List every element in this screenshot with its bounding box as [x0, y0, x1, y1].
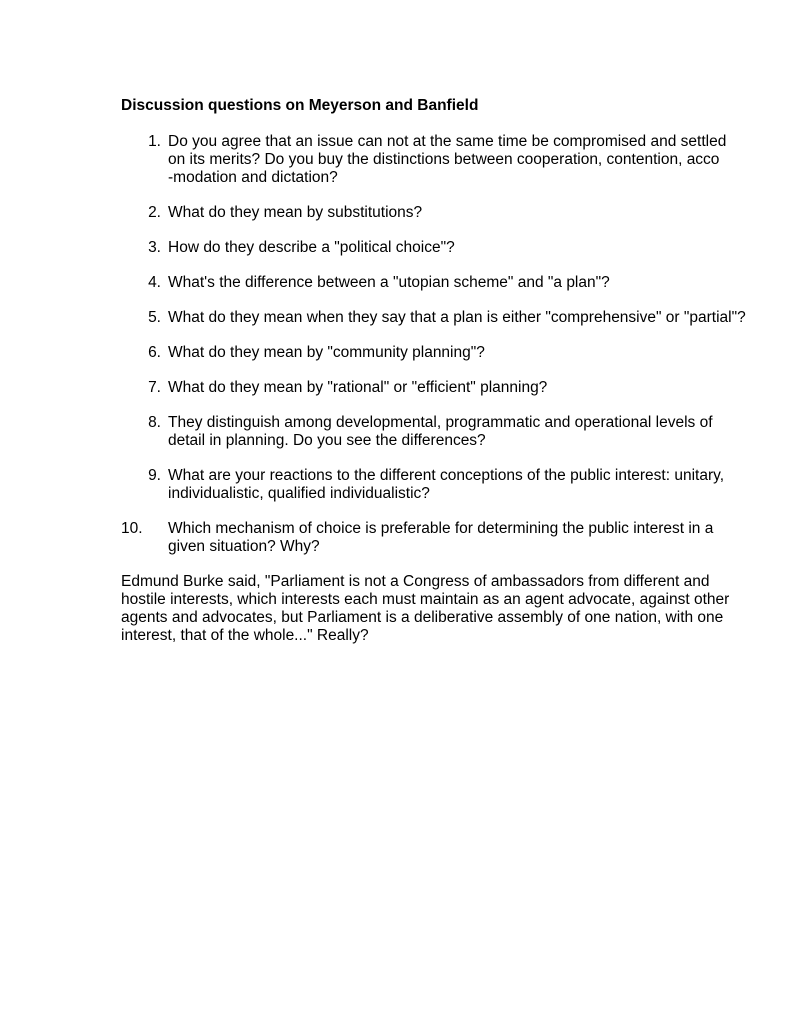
question-text [168, 204, 751, 222]
quote-line: hostile interests, which interests each must maintain as an agent advocate, against other [121, 591, 730, 608]
question-line: Which mechanism of choice is preferable for determining the public interest in a [168, 520, 714, 537]
quote-line: agents and advocates, but Parliament is a deliberative assembly of one nation, with one [121, 609, 724, 626]
question-line: given situation? Why? [168, 538, 320, 555]
question-item-9 [121, 467, 751, 503]
question-number: 9. [148, 467, 161, 484]
question-line: individualistic, qualified individualistic? [168, 485, 430, 502]
question-line: detail in planning. Do you see the differences? [168, 432, 486, 449]
question-line: What do they mean by substitutions? [168, 204, 423, 221]
document-content [121, 97, 751, 645]
question-item-4 [121, 274, 751, 292]
question-number: 3. [148, 239, 161, 256]
question-text [168, 274, 751, 292]
question-line: on its merits? Do you buy the distinctions between cooperation, contention, acco [168, 151, 720, 168]
question-line: What do they mean by "rational" or "efficient" planning? [168, 379, 548, 396]
question-item-5 [121, 309, 751, 327]
question-number: 8. [148, 414, 161, 431]
question-item-8 [121, 414, 751, 450]
question-line: They distinguish among developmental, programmatic and operational levels of [168, 414, 713, 431]
question-number: 7. [148, 379, 161, 396]
question-line: -modation and dictation? [168, 169, 338, 186]
document-title: Discussion questions on Meyerson and Banfield [121, 97, 479, 114]
question-text [168, 467, 751, 503]
question-number: 5. [148, 309, 161, 326]
question-item-6 [121, 344, 751, 362]
question-text [168, 520, 751, 556]
burke-quote-paragraph [121, 573, 746, 645]
question-text [168, 344, 751, 362]
question-item-2 [121, 204, 751, 222]
question-number: 2. [148, 204, 161, 221]
question-number: 4. [148, 274, 161, 291]
question-line: What do they mean by "community planning"? [168, 344, 485, 361]
question-line: What's the difference between a "utopian scheme" and "a plan"? [168, 274, 610, 291]
question-text [168, 309, 751, 327]
question-list [121, 133, 751, 556]
question-number: 6. [148, 344, 161, 361]
question-line: What are your reactions to the different conceptions of the public interest: unitary, [168, 467, 725, 484]
question-text [168, 414, 751, 450]
question-line: How do they describe a "political choice"? [168, 239, 455, 256]
question-item-3 [121, 239, 751, 257]
question-text [168, 133, 751, 187]
question-line: Do you agree that an issue can not at the same time be compromised and settled [168, 133, 727, 150]
question-text [168, 379, 751, 397]
question-item-7 [121, 379, 751, 397]
quote-line: interest, that of the whole..." Really? [121, 627, 369, 644]
question-number: 1. [148, 133, 161, 150]
question-line: What do they mean when they say that a plan is either "comprehensive" or "partial"? [168, 309, 746, 326]
question-number: 10. [121, 520, 143, 537]
question-item-1 [121, 133, 751, 187]
question-item-10 [121, 520, 751, 556]
question-text [168, 239, 751, 257]
quote-line: Edmund Burke said, "Parliament is not a Congress of ambassadors from different and [121, 573, 710, 590]
